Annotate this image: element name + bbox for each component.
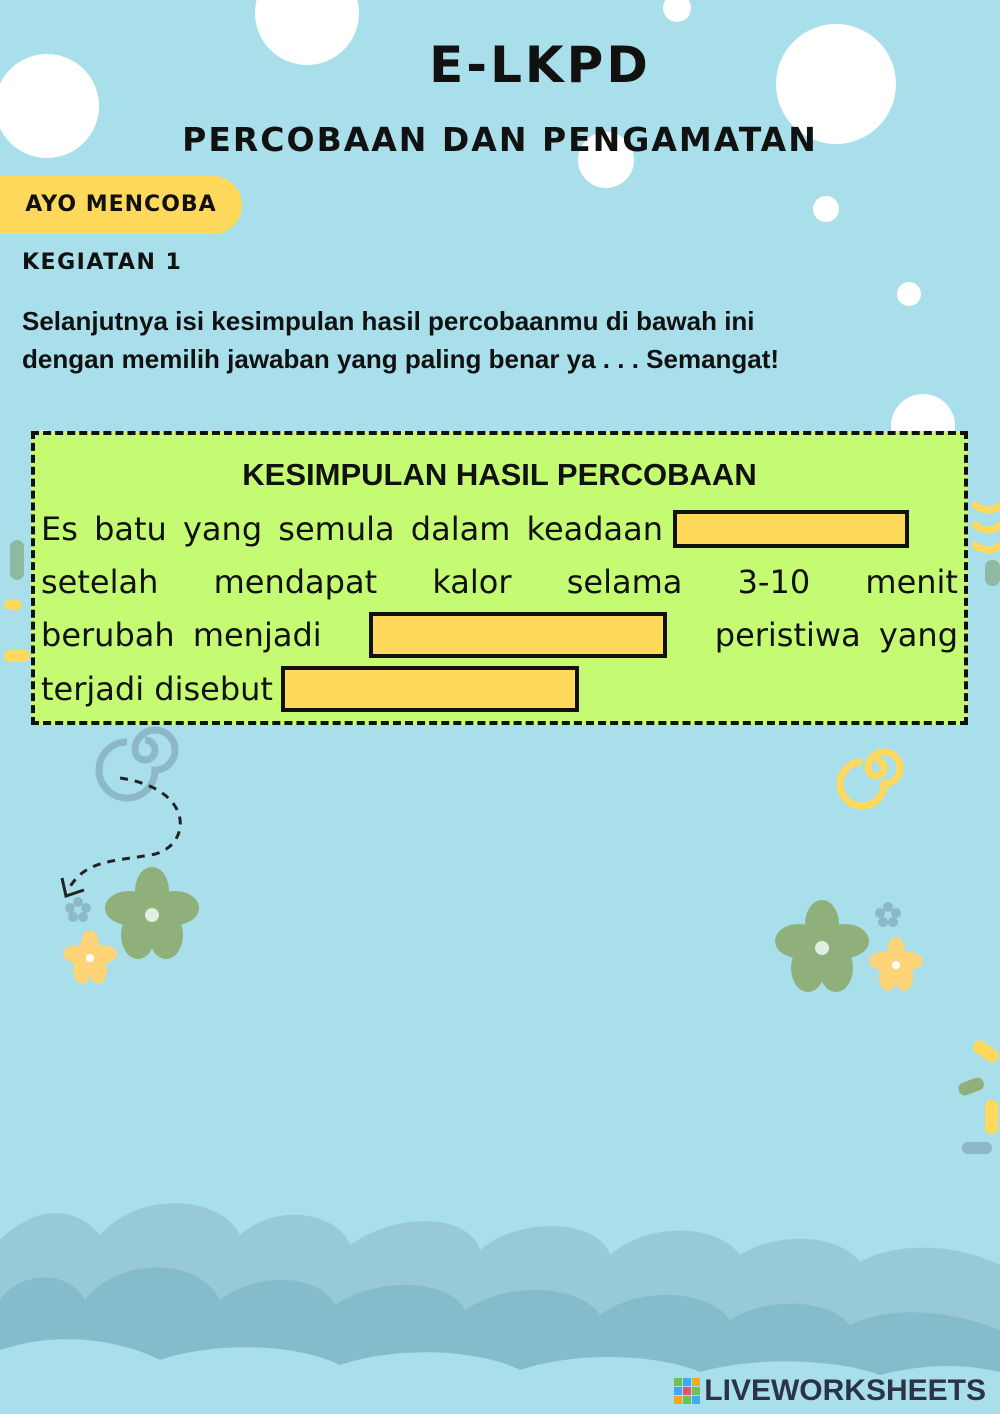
bubble: [663, 0, 691, 22]
flower-icon: [65, 897, 91, 922]
conclusion-word: kalor: [432, 563, 512, 601]
section-badge: AYO MENCOBA: [0, 176, 242, 234]
liveworksheets-label: LIVEWORKSHEETS: [704, 1374, 986, 1407]
instruction-text: [22, 302, 962, 378]
confetti: [971, 1038, 1000, 1065]
conclusion-line-1: [41, 503, 958, 555]
conclusion-line-3: [41, 609, 958, 661]
activity-label: KEGIATAN 1: [22, 250, 183, 275]
liveworksheets-logo: [674, 1374, 986, 1408]
confetti: [985, 1100, 998, 1134]
flower-icon: [775, 900, 869, 992]
answer-blank-1[interactable]: [673, 510, 909, 548]
answer-blank-2[interactable]: [369, 612, 667, 658]
conclusion-title: KESIMPULAN HASIL PERCOBAAN: [242, 457, 757, 492]
conclusion-word: 3-10: [737, 563, 811, 601]
conclusion-word: mendapat: [213, 563, 378, 601]
page-title: E-LKPD: [429, 36, 651, 94]
conclusion-line-2: [41, 556, 958, 608]
confetti: [985, 560, 1000, 586]
confetti: [4, 650, 30, 662]
answer-blank-3[interactable]: [281, 666, 579, 712]
flower-icon: [105, 867, 199, 959]
bubble: [813, 196, 839, 222]
confetti: [962, 1142, 992, 1154]
flower-icon: [63, 930, 117, 984]
flower-icon: [875, 902, 901, 927]
squiggle: [975, 505, 1000, 550]
conclusion-text: Es batu yang semula dalam keadaan: [41, 510, 664, 548]
conclusion-word: setelah: [41, 563, 159, 601]
flower-icon: [869, 937, 923, 991]
liveworksheets-icon: [674, 1378, 700, 1404]
confetti: [10, 540, 24, 580]
conclusion-word: menit: [865, 563, 958, 601]
spiral: [99, 730, 175, 798]
instruction-line: Selanjutnya isi kesimpulan hasil percobaanmu di bawah ini: [22, 306, 755, 336]
conclusion-line-4: [41, 663, 958, 715]
page-subtitle: PERCOBAAN DAN PENGAMATAN: [182, 120, 818, 159]
spiral: [840, 752, 900, 806]
confetti: [957, 1076, 986, 1097]
conclusion-text: terjadi disebut: [41, 670, 273, 708]
instruction-line: dengan memilih jawaban yang paling benar ya . . . Semangat!: [22, 344, 780, 374]
conclusion-text: peristiwa yang: [714, 616, 958, 654]
conclusion-text: berubah menjadi: [41, 616, 322, 654]
conclusion-box: [31, 431, 968, 725]
confetti: [4, 600, 22, 610]
conclusion-word: selama: [566, 563, 683, 601]
